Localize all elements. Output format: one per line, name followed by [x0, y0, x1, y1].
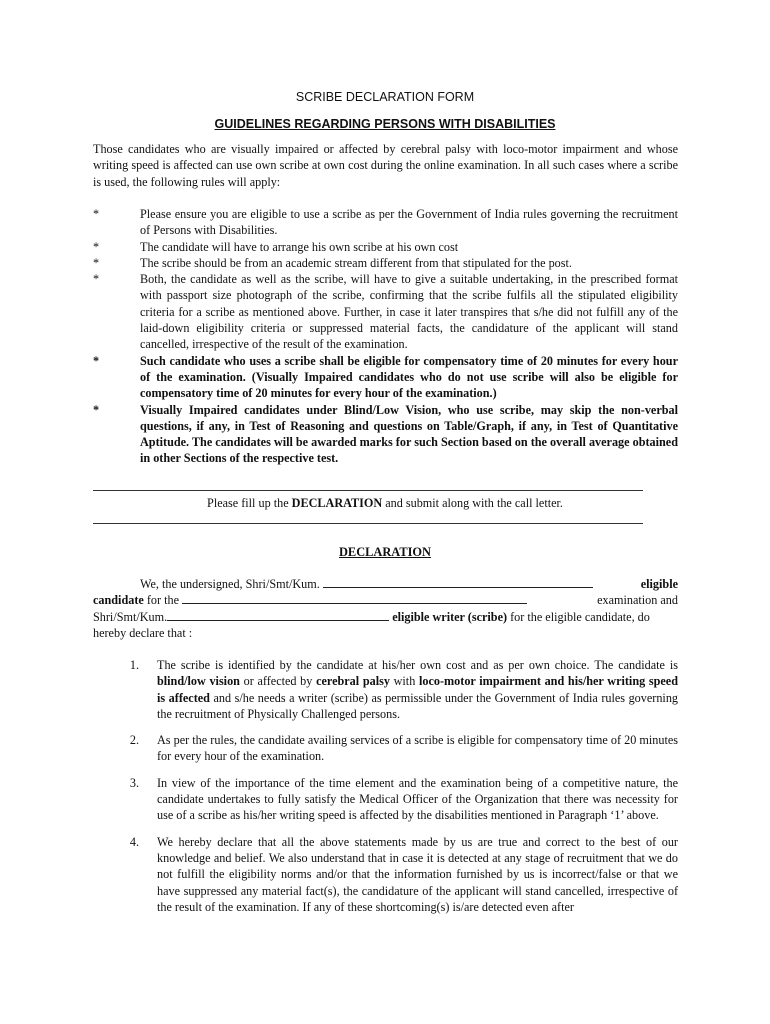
- list-item: [93, 657, 678, 722]
- bullet-text: Both, the candidate as well as the scribe, will have to give a suitable undertaking, in the prescribed format with passport size photograph of the scribe, confirming that the scribe fulfils all the stipulated eligibility criteria for a scribe as mentioned above. Further, in case it later transpires that s/he did not fulfill any of the laid-down eligibility criteria or suppressed material facts, the candidature of the applicant will stand cancelled, irrespective of the result of the examination.: [140, 272, 678, 352]
- bullet-marker: *: [93, 353, 100, 368]
- bullet-marker: *: [93, 207, 100, 221]
- item-text-bold: blind/low vision: [157, 674, 240, 689]
- rules-list: [93, 206, 678, 467]
- bullet-text: The candidate will have to arrange his own scribe at his own cost: [140, 239, 459, 254]
- guidelines-title: GUIDELINES REGARDING PERSONS WITH DISABILITIES: [214, 117, 556, 131]
- bullet-text: Such candidate who uses a scribe shall be eligible for compensatory time of 20 minutes for every hour of the examination. (Visually Impaired candidates who do not use scribe will also be eligible for compensatory time of 20 minutes for every hour of the examination.): [140, 353, 678, 401]
- item-text-part: or affected by: [239, 674, 317, 689]
- fillup-text-before: Please fill up the: [207, 496, 292, 510]
- undersigned-paragraph: [93, 576, 678, 641]
- scribe-name-field[interactable]: [167, 609, 389, 621]
- eligible-label: eligible: [640, 577, 678, 591]
- scribe-prefix: Shri/Smt/Kum.: [93, 609, 168, 624]
- divider: [93, 490, 643, 491]
- undersigned-text: We, the undersigned, Shri/Smt/Kum.: [140, 577, 323, 591]
- item-text: We hereby declare that all the above statements made by us are true and correct to the best of our knowledge and belief. We also understand that in case it is detected at any stage of recruitment that we do not fulfill the eligibility norms and/or that the information furnished by us is incorrect/false or that we have suppressed any material fact(s), the candidature of the applicant will stand cancelled, irrespective of the result of the examination. If any of these shortcoming(s) is/are detected even after: [157, 834, 678, 914]
- bullet-text: Visually Impaired candidates under Blind/Low Vision, who use scribe, may skip the non-verbal questions, if any, in Test of Reasoning and questions on Table/Graph, if any, in Test of Quantitative Aptitude. The candidates will be awarded marks for such Section based on the overall average obtained in other Sections of the respective test.: [140, 402, 678, 466]
- item-text-part: and s/he needs a writer (scribe) as permissible under the Government of India rules governing the recruitment of Physically Challenged persons.: [157, 690, 679, 721]
- bullet-text: Please ensure you are eligible to use a scribe as per the Government of India rules governing the recruitment of Persons with Disabilities.: [140, 207, 678, 238]
- declaration-title: DECLARATION: [338, 545, 432, 559]
- list-item: [93, 239, 678, 255]
- candidate-name-field[interactable]: [323, 576, 593, 588]
- examination-and-text: examination and: [597, 593, 678, 608]
- undersigned-line-2: [93, 592, 678, 608]
- bullet-marker: *: [93, 402, 100, 417]
- examination-name-field[interactable]: [182, 592, 527, 604]
- list-item: [93, 206, 678, 239]
- fillup-text-bold: DECLARATION: [291, 496, 383, 510]
- for-eligible-text: for the eligible candidate, do: [507, 609, 650, 624]
- divider: [93, 523, 643, 524]
- list-item: [93, 353, 678, 402]
- item-text: In view of the importance of the time element and the examination being of a competitive nature, the candidate undertakes to fully satisfy the Medical Officer of the Organization that there was necessity for use of a scribe as his/her writing speed is affected by the disabilities mentioned in Paragraph ‘1’ above.: [157, 775, 678, 823]
- candidate-label: candidate: [93, 593, 144, 608]
- fillup-text-after: and submit along with the call letter.: [382, 496, 563, 510]
- fillup-instruction: [0, 496, 770, 511]
- bullet-marker: *: [93, 255, 100, 270]
- list-item: [93, 732, 678, 765]
- item-number: 3.: [129, 775, 139, 790]
- bullet-marker: *: [93, 239, 100, 254]
- item-text-bold: loco-motor impairment and his/her writing speed is affected: [157, 674, 678, 705]
- bullet-marker: *: [93, 272, 100, 287]
- item-number: 1.: [129, 658, 139, 672]
- item-number: 2.: [129, 733, 139, 748]
- list-item: [93, 775, 678, 824]
- undersigned-line-3: [93, 609, 678, 625]
- list-item: [93, 834, 678, 915]
- declaration-items: [93, 657, 678, 925]
- undersigned-line-1: [93, 576, 678, 592]
- intro-paragraph: Those candidates who are visually impaired or affected by cerebral palsy with loco-motor impairment and whose writing speed is affected can use own scribe at own cost during the online examination. In all such cases where a scribe is used, the following rules will apply:: [93, 142, 678, 189]
- undersigned-line-4: hereby declare that :: [93, 625, 193, 640]
- form-title: SCRIBE DECLARATION FORM: [295, 90, 475, 104]
- item-text: As per the rules, the candidate availing services of a scribe is eligible for compensatory time of 20 minutes for every hour of the examination.: [157, 733, 678, 764]
- item-text-bold: cerebral palsy: [316, 674, 390, 689]
- bullet-text: The scribe should be from an academic stream different from that stipulated for the post.: [140, 255, 572, 270]
- for-the-text: for the: [143, 593, 183, 608]
- eligible-writer-label: eligible writer (scribe): [392, 609, 508, 624]
- item-text-part: with: [389, 674, 419, 689]
- list-item: [93, 402, 678, 467]
- list-item: [93, 255, 678, 271]
- item-text-part: The scribe is identified by the candidate at his/her own cost and as per own choice. The candidate is: [157, 658, 678, 672]
- item-number: 4.: [129, 834, 139, 849]
- item-text: [139, 657, 678, 722]
- list-item: [93, 271, 678, 352]
